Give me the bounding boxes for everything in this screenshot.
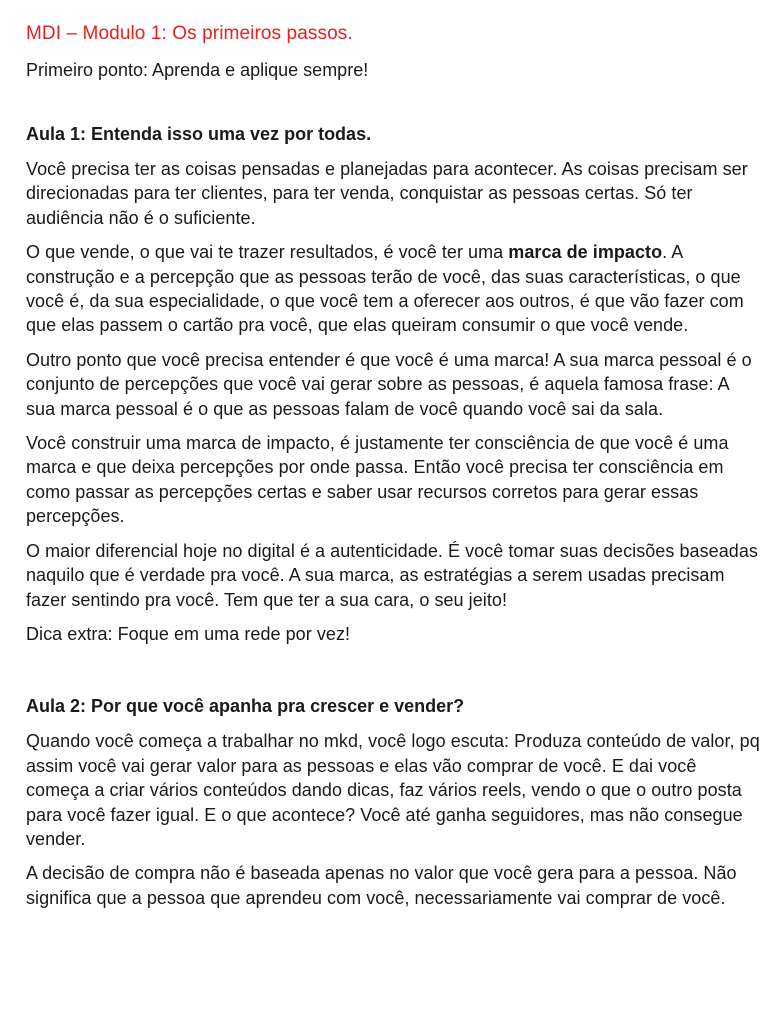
intro-text: Primeiro ponto: Aprenda e aplique sempre! (26, 60, 369, 80)
lesson-1-tip: Dica extra: Foque em uma rede por vez! (26, 623, 351, 644)
lesson-2 (26, 694, 761, 910)
lesson-2-heading: Aula 2: Por que você apanha pra crescer e vender? (26, 696, 465, 717)
document-title: MDI – Modulo 1: Os primeiros passos. (26, 23, 353, 44)
lesson-1-paragraph-3: Outro ponto que você precisa entender é que você é uma marca! A sua marca pessoal é o conjunto de percepções que você vai gerar sobre as pessoas, é aquela famosa frase: A sua marca pessoal é o que as pessoas falam de você quando você sai da sala. (26, 349, 752, 419)
section-spacer (26, 656, 761, 694)
lesson-2-paragraph-1: Quando você começa a trabalhar no mkd, você logo escuta: Produza conteúdo de valor, pq assim você vai gerar valor para as pessoas e elas vão comprar de você. E dai você começa a criar vários conteúdos dando dicas, faz vários reels, vendo o que o outro posta para você fazer igual. E o que acontece? Você até ganha seguidores, mas não consegue vender. (26, 731, 760, 849)
bold-emphasis: marca de impacto (508, 242, 663, 263)
lesson-1-paragraph-2 (26, 240, 761, 338)
lesson-2-paragraph-2: A decisão de compra não é baseada apenas no valor que você gera para a pessoa. Não significa que a pessoa que aprendeu com você, necessariamente vai comprar de você. (26, 863, 737, 908)
lesson-1-paragraph-4: Você construir uma marca de impacto, é justamente ter consciência de que você é uma marca e que deixa percepções por onde passa. Então você precisa ter consciência em como passar as percepções certas e saber usar recursos corretos para gerar essas percepções. (26, 433, 729, 527)
paragraph-text: . A construção e a percepção que as pessoas terão de você, das suas características, o que você é, da sua especialidade, o que você tem a oferecer aos outros, é que vão fazer com que elas passem o cartão pra você, que elas queiram consumir o que você vende. (26, 242, 744, 336)
lesson-1-paragraph-5: O maior diferencial hoje no digital é a autenticidade. É você tomar suas decisões baseadas naquilo que é verdade pra você. A sua marca, as estratégias a serem usadas precisam fazer sentindo pra você. Tem que ter a sua cara, o seu jeito! (26, 540, 758, 610)
paragraph-text: O que vende, o que vai te trazer resultados, é você ter uma (26, 242, 509, 263)
lesson-1 (26, 122, 761, 646)
lesson-1-paragraph-1: Você precisa ter as coisas pensadas e planejadas para acontecer. As coisas precisam ser direcionadas para ter clientes, para ter venda, conquistar as pessoas certas. Só ter audiência não é o suficiente. (26, 159, 748, 228)
document-page (26, 22, 761, 920)
lesson-1-heading: Aula 1: Entenda isso uma vez por todas. (26, 124, 372, 144)
